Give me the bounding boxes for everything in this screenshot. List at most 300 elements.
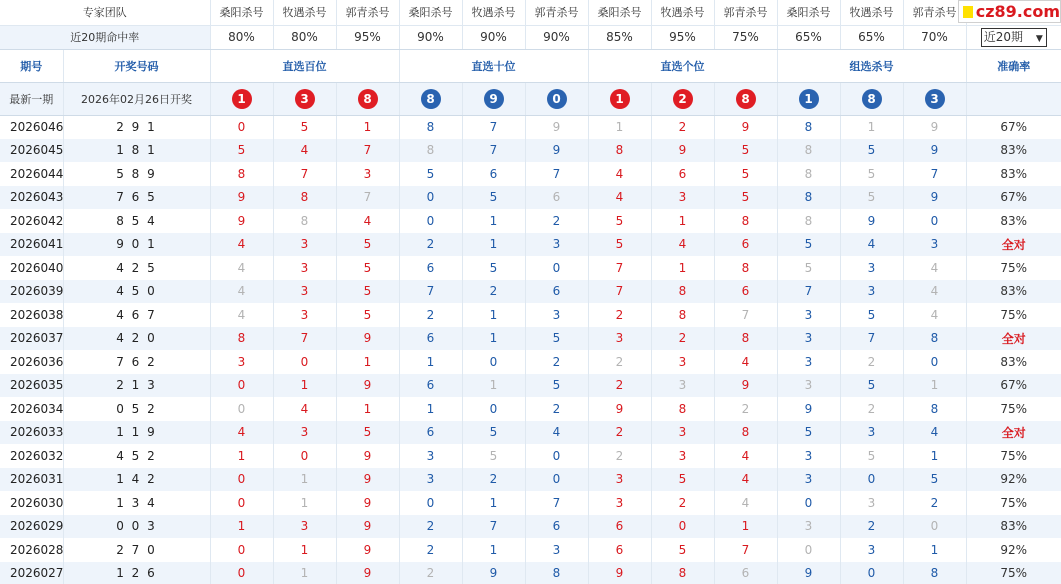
kill-number: 8 (714, 327, 777, 351)
kill-number: 0 (210, 538, 273, 562)
kill-number: 4 (903, 303, 966, 327)
draw-numbers: 8 5 4 (63, 209, 210, 233)
kill-number: 5 (336, 421, 399, 445)
latest-ball-cell (651, 82, 714, 115)
logo-text: cz89.com (975, 2, 1060, 21)
accuracy-rate: 67% (1000, 120, 1028, 134)
kill-number: 7 (714, 538, 777, 562)
kill-number: 2 (651, 115, 714, 139)
table-row (0, 562, 1061, 584)
kill-number: 3 (399, 468, 462, 492)
kill-number: 7 (525, 491, 588, 515)
kill-number: 6 (399, 327, 462, 351)
kill-number: 0 (777, 538, 840, 562)
expert-name: 郭青杀号 (336, 0, 399, 25)
issue-number: 2026039 (0, 280, 63, 304)
kill-number: 6 (525, 280, 588, 304)
kill-number: 7 (399, 280, 462, 304)
draw-numbers: 7 6 2 (63, 350, 210, 374)
kill-number: 5 (903, 468, 966, 492)
draw-ball: 0 (547, 89, 567, 109)
kill-number: 1 (462, 303, 525, 327)
accuracy-rate: 83% (966, 515, 1061, 539)
latest-ball-cell (840, 82, 903, 115)
hit-rate: 80% (210, 25, 273, 49)
kill-number: 2 (588, 350, 651, 374)
latest-ball-cell (588, 82, 651, 115)
accuracy-rate: 75% (966, 562, 1061, 584)
kill-number: 9 (588, 397, 651, 421)
kill-number: 2 (525, 397, 588, 421)
kill-number: 1 (336, 115, 399, 139)
kill-number: 9 (903, 115, 966, 139)
kill-number: 5 (336, 280, 399, 304)
draw-numbers: 1 3 4 (63, 491, 210, 515)
latest-draw-info: 2026年02月26日开奖 (63, 82, 210, 115)
kill-number: 9 (210, 186, 273, 210)
kill-number: 3 (336, 162, 399, 186)
expert-name: 桑阳杀号 (777, 0, 840, 25)
kill-number: 8 (651, 397, 714, 421)
col-group-hundreds: 直选百位 (210, 49, 399, 82)
kill-number: 4 (840, 233, 903, 257)
kill-number: 5 (525, 327, 588, 351)
kill-number: 3 (777, 374, 840, 398)
kill-number: 9 (336, 444, 399, 468)
draw-numbers: 4 5 2 (63, 444, 210, 468)
kill-number: 6 (588, 538, 651, 562)
kill-number: 9 (714, 374, 777, 398)
kill-number: 4 (336, 209, 399, 233)
kill-number: 3 (777, 327, 840, 351)
accuracy-rate: 75% (1000, 401, 1028, 416)
draw-numbers: 4 5 0 (63, 280, 210, 304)
issue-number: 2026032 (0, 444, 63, 468)
draw-numbers: 4 2 0 (63, 327, 210, 351)
expert-name: 牧遇杀号 (840, 0, 903, 25)
kill-number: 4 (210, 256, 273, 280)
issue-number: 2026034 (0, 397, 63, 421)
hit-rate: 85% (588, 25, 651, 49)
kill-number: 0 (210, 397, 273, 421)
kill-number: 2 (525, 350, 588, 374)
kill-number: 5 (210, 139, 273, 163)
kill-number: 0 (210, 374, 273, 398)
kill-number: 1 (903, 538, 966, 562)
kill-number: 8 (588, 139, 651, 163)
latest-ball-cell (777, 82, 840, 115)
kill-number: 8 (273, 186, 336, 210)
kill-number: 4 (210, 421, 273, 445)
kill-number: 3 (777, 444, 840, 468)
kill-number: 9 (777, 562, 840, 584)
draw-numbers: 4 6 7 (63, 303, 210, 327)
expert-name: 郭青杀号 (525, 0, 588, 25)
col-group-tens: 直选十位 (399, 49, 588, 82)
kill-number: 2 (840, 397, 903, 421)
issue-number: 2026030 (0, 491, 63, 515)
kill-number: 1 (399, 350, 462, 374)
kill-number: 4 (273, 397, 336, 421)
kill-number: 9 (336, 468, 399, 492)
kill-number: 8 (399, 115, 462, 139)
kill-number: 5 (525, 374, 588, 398)
kill-number: 3 (273, 280, 336, 304)
kill-number: 6 (399, 374, 462, 398)
draw-numbers: 7 6 5 (63, 186, 210, 210)
expert-name: 桑阳杀号 (210, 0, 273, 25)
kill-number: 3 (777, 303, 840, 327)
table-row (0, 162, 1061, 186)
table-row (0, 115, 1061, 139)
kill-number: 3 (399, 444, 462, 468)
kill-number: 2 (399, 303, 462, 327)
kill-number: 9 (336, 491, 399, 515)
kill-number: 8 (714, 256, 777, 280)
kill-number: 7 (336, 139, 399, 163)
kill-number: 1 (273, 491, 336, 515)
kill-number: 2 (525, 209, 588, 233)
kill-number: 6 (714, 562, 777, 584)
kill-number: 3 (651, 350, 714, 374)
table-row (0, 209, 1061, 233)
latest-ball-cell (399, 82, 462, 115)
kill-number: 9 (903, 139, 966, 163)
kill-number: 4 (210, 280, 273, 304)
kill-number: 6 (714, 280, 777, 304)
kill-number: 5 (399, 162, 462, 186)
kill-number: 7 (525, 162, 588, 186)
issue-number: 2026031 (0, 468, 63, 492)
kill-number: 4 (588, 186, 651, 210)
kill-number: 2 (651, 327, 714, 351)
kill-number: 8 (903, 562, 966, 584)
accuracy-rate: 83% (1000, 354, 1028, 369)
kill-number: 1 (210, 444, 273, 468)
accuracy-rate: 67% (966, 186, 1061, 210)
kill-number: 5 (462, 186, 525, 210)
kill-number: 9 (714, 115, 777, 139)
hit-rate: 75% (714, 25, 777, 49)
kill-number: 8 (399, 139, 462, 163)
kill-number: 0 (210, 491, 273, 515)
latest-ball-cell (525, 82, 588, 115)
kill-number: 8 (651, 280, 714, 304)
kill-number: 7 (336, 186, 399, 210)
kill-number: 1 (462, 491, 525, 515)
kill-number: 9 (210, 209, 273, 233)
latest-row (0, 82, 1061, 115)
kill-number: 3 (273, 303, 336, 327)
draw-numbers: 4 2 5 (63, 256, 210, 280)
kill-number: 5 (462, 444, 525, 468)
kill-number: 5 (273, 115, 336, 139)
rate-label: 近20期命中率 (0, 25, 210, 49)
latest-ball-cell (714, 82, 777, 115)
table-row (0, 233, 1061, 257)
expert-row (0, 0, 1061, 25)
team-label: 专家团队 (0, 0, 210, 25)
kill-number: 2 (399, 538, 462, 562)
col-issue: 期号 (0, 49, 63, 82)
kill-number: 1 (651, 256, 714, 280)
kill-number: 8 (903, 327, 966, 351)
kill-number: 3 (840, 280, 903, 304)
kill-number: 0 (651, 515, 714, 539)
kill-number: 3 (777, 468, 840, 492)
kill-number: 1 (462, 233, 525, 257)
draw-numbers: 2 9 1 (63, 115, 210, 139)
table-row (0, 350, 1061, 374)
kill-number: 0 (525, 444, 588, 468)
draw-ball: 3 (925, 89, 945, 109)
kill-number: 0 (273, 350, 336, 374)
kill-number: 0 (777, 491, 840, 515)
issue-number: 2026043 (0, 186, 63, 210)
hit-rate: 95% (336, 25, 399, 49)
table-row (0, 421, 1061, 445)
draw-ball: 8 (358, 89, 378, 109)
draw-numbers: 5 8 9 (63, 162, 210, 186)
issue-number: 2026037 (0, 327, 63, 351)
kill-number: 5 (651, 538, 714, 562)
kill-number: 4 (714, 468, 777, 492)
kill-number: 2 (651, 491, 714, 515)
latest-ball-cell (336, 82, 399, 115)
accuracy-rate: 83% (1000, 166, 1028, 181)
kill-number: 3 (840, 256, 903, 280)
kill-number: 4 (273, 139, 336, 163)
kill-number: 2 (588, 374, 651, 398)
kill-number: 2 (714, 397, 777, 421)
kill-number: 9 (336, 538, 399, 562)
draw-numbers: 9 0 1 (63, 233, 210, 257)
kill-number: 3 (273, 256, 336, 280)
kill-number: 1 (399, 397, 462, 421)
kill-number: 8 (903, 397, 966, 421)
table-row (0, 468, 1061, 492)
period-select[interactable] (981, 28, 1047, 47)
kill-number: 8 (777, 186, 840, 210)
hit-rate: 70% (903, 25, 966, 49)
hit-rate: 80% (273, 25, 336, 49)
col-group-combo: 组选杀号 (777, 49, 966, 82)
kill-number: 7 (714, 303, 777, 327)
table-row (0, 139, 1061, 163)
issue-number: 2026033 (0, 421, 63, 445)
hit-rate: 65% (777, 25, 840, 49)
accuracy-rate: 92% (966, 468, 1061, 492)
kill-number: 1 (273, 538, 336, 562)
issue-number: 2026042 (0, 209, 63, 233)
accuracy-rate: 75% (1000, 260, 1028, 275)
kill-number: 4 (210, 303, 273, 327)
kill-number: 3 (525, 303, 588, 327)
expert-name: 牧遇杀号 (273, 0, 336, 25)
kill-number: 0 (399, 186, 462, 210)
kill-number: 5 (336, 303, 399, 327)
kill-number: 7 (462, 139, 525, 163)
kill-number: 3 (651, 421, 714, 445)
kill-number: 4 (903, 280, 966, 304)
kill-number: 8 (714, 209, 777, 233)
kill-number: 5 (714, 162, 777, 186)
kill-number: 0 (210, 115, 273, 139)
kill-number: 2 (462, 468, 525, 492)
kill-number: 6 (714, 233, 777, 257)
issue-number: 2026028 (0, 538, 63, 562)
draw-ball: 3 (295, 89, 315, 109)
draw-numbers: 1 2 6 (63, 562, 210, 584)
issue-number: 2026029 (0, 515, 63, 539)
kill-number: 3 (525, 233, 588, 257)
kill-number: 4 (588, 162, 651, 186)
kill-number: 5 (777, 233, 840, 257)
kill-number: 7 (273, 162, 336, 186)
kill-number: 1 (462, 538, 525, 562)
kill-number: 1 (462, 374, 525, 398)
draw-numbers: 0 5 2 (63, 397, 210, 421)
kill-number: 0 (840, 468, 903, 492)
kill-number: 3 (588, 468, 651, 492)
kill-number: 7 (588, 280, 651, 304)
draw-ball: 8 (421, 89, 441, 109)
kill-number: 3 (777, 350, 840, 374)
latest-ball-cell (903, 82, 966, 115)
kill-number: 6 (588, 515, 651, 539)
kill-number: 2 (399, 562, 462, 584)
kill-number: 5 (840, 162, 903, 186)
kill-number: 4 (714, 350, 777, 374)
column-header-row (0, 49, 1061, 82)
draw-ball: 1 (232, 89, 252, 109)
kill-number: 3 (840, 491, 903, 515)
kill-number: 8 (714, 421, 777, 445)
kill-number: 6 (399, 421, 462, 445)
hit-rate-row (0, 25, 1061, 49)
kill-number: 2 (903, 491, 966, 515)
kill-number: 1 (210, 515, 273, 539)
kill-number: 5 (336, 233, 399, 257)
kill-number: 1 (714, 515, 777, 539)
kill-number: 0 (462, 350, 525, 374)
kill-number: 3 (651, 374, 714, 398)
kill-number: 7 (462, 115, 525, 139)
kill-number: 3 (651, 186, 714, 210)
draw-ball: 8 (736, 89, 756, 109)
period-select-value: 近20期 (983, 29, 1024, 44)
expert-name: 郭青杀号 (903, 0, 966, 25)
hit-rate: 90% (525, 25, 588, 49)
kill-number: 3 (210, 350, 273, 374)
kill-number: 5 (777, 421, 840, 445)
kill-number: 9 (336, 327, 399, 351)
kill-number: 5 (840, 186, 903, 210)
kill-number: 9 (462, 562, 525, 584)
kill-number: 0 (210, 562, 273, 584)
kill-number: 3 (273, 421, 336, 445)
kill-number: 9 (336, 515, 399, 539)
site-logo[interactable] (958, 0, 1061, 23)
kill-number: 8 (210, 327, 273, 351)
kill-number: 1 (462, 327, 525, 351)
kill-number: 0 (273, 444, 336, 468)
accuracy-rate: 83% (966, 280, 1061, 304)
kill-number: 5 (840, 303, 903, 327)
expert-name: 郭青杀号 (714, 0, 777, 25)
kill-number: 3 (588, 491, 651, 515)
draw-numbers: 0 0 3 (63, 515, 210, 539)
col-accuracy: 准确率 (966, 49, 1061, 82)
draw-numbers: 1 8 1 (63, 139, 210, 163)
kill-number: 5 (651, 468, 714, 492)
kill-number: 0 (399, 209, 462, 233)
issue-number: 2026041 (0, 233, 63, 257)
accuracy-rate: 75% (1000, 448, 1028, 463)
draw-ball: 2 (673, 89, 693, 109)
kill-number: 2 (588, 421, 651, 445)
kill-number: 1 (903, 444, 966, 468)
expert-name: 牧遇杀号 (462, 0, 525, 25)
kill-number: 7 (777, 280, 840, 304)
kill-number: 5 (462, 421, 525, 445)
draw-ball: 1 (799, 89, 819, 109)
kill-number: 9 (525, 139, 588, 163)
draw-numbers: 1 1 9 (63, 421, 210, 445)
issue-number: 2026045 (0, 139, 63, 163)
kill-number: 5 (462, 256, 525, 280)
kill-number: 4 (714, 444, 777, 468)
kill-number: 7 (588, 256, 651, 280)
kill-number: 8 (777, 139, 840, 163)
kill-number: 5 (840, 444, 903, 468)
draw-numbers: 2 7 0 (63, 538, 210, 562)
draw-numbers: 2 1 3 (63, 374, 210, 398)
kill-number: 8 (777, 209, 840, 233)
table-row (0, 256, 1061, 280)
kill-number: 8 (651, 303, 714, 327)
accuracy-rate: 75% (1000, 307, 1028, 322)
accuracy-rate: 83% (966, 139, 1061, 163)
kill-number: 3 (525, 538, 588, 562)
kill-number: 6 (462, 162, 525, 186)
kill-number: 9 (777, 397, 840, 421)
kill-number: 8 (525, 562, 588, 584)
expert-name: 桑阳杀号 (399, 0, 462, 25)
kill-number: 1 (336, 397, 399, 421)
kill-number: 1 (903, 374, 966, 398)
kill-number: 2 (588, 444, 651, 468)
kill-number: 3 (588, 327, 651, 351)
kill-number: 5 (336, 256, 399, 280)
kill-number: 1 (336, 350, 399, 374)
draw-numbers: 1 4 2 (63, 468, 210, 492)
accuracy-rate: 75% (1000, 495, 1028, 510)
kill-number: 2 (840, 515, 903, 539)
kill-number: 5 (714, 139, 777, 163)
kill-number: 9 (588, 562, 651, 584)
kill-number: 4 (714, 491, 777, 515)
expert-name: 桑阳杀号 (588, 0, 651, 25)
kill-number: 4 (525, 421, 588, 445)
hit-rate: 95% (651, 25, 714, 49)
kill-number: 6 (525, 515, 588, 539)
kill-number: 1 (273, 562, 336, 584)
table-row (0, 444, 1061, 468)
draw-ball: 9 (484, 89, 504, 109)
table-row (0, 303, 1061, 327)
kill-number: 2 (399, 233, 462, 257)
